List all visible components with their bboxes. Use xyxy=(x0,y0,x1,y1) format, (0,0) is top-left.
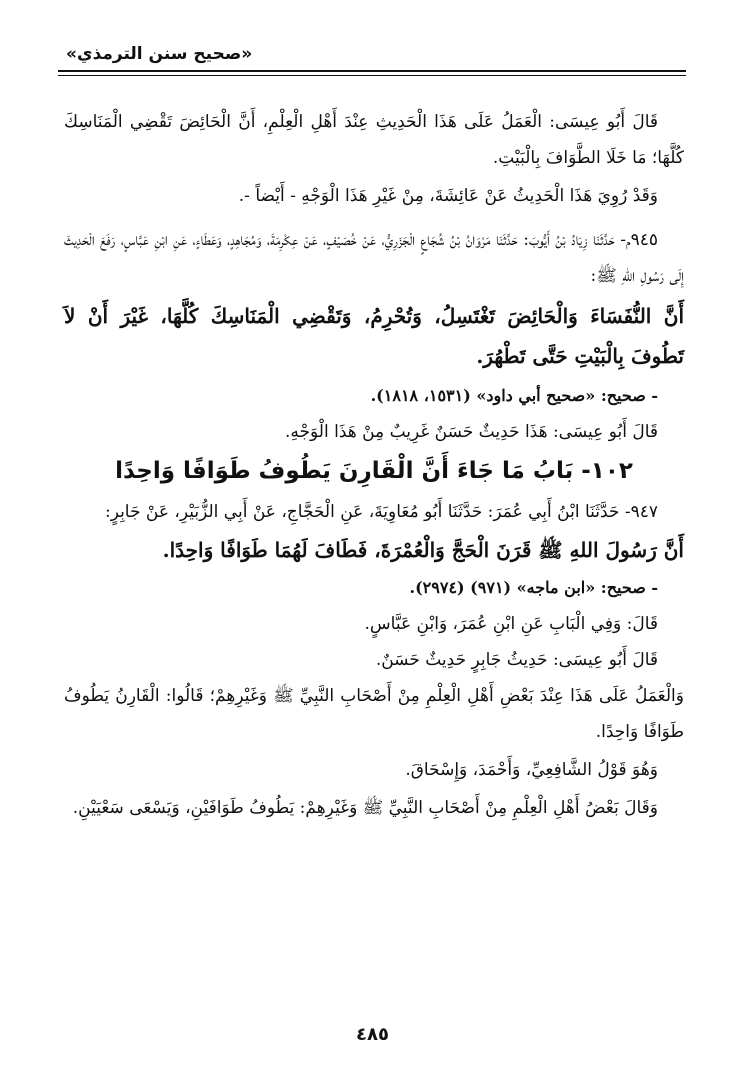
hadith-grade: - صحيح: «صحيح أبي داود» (١٥٣١، ١٨١٨). xyxy=(370,386,658,405)
header-rule-thin xyxy=(58,75,686,76)
chapter-heading: ١٠٢- بَابُ مَا جَاءَ أَنَّ الْقَارِنَ يَطُوفُ طَوَافًا وَاحِدًا xyxy=(115,458,633,484)
running-head: «صحيح سنن الترمذي» xyxy=(66,44,253,64)
hadith-grade: - صحيح: «ابن ماجه» (٩٧١) (٢٩٧٤). xyxy=(409,578,658,597)
commentary-paragraph: وَقَالَ بَعْضُ أَهْلِ الْعِلْمِ مِنْ أَصْحَابِ النَّبِيِّ ﷺ وَغَيْرِهِمْ: يَطُوفُ طَوَافَيْنِ، وَيَسْعَى سَعْيَيْنِ. xyxy=(72,798,658,818)
commentary-paragraph: وَالْعَمَلُ عَلَى هَذَا عِنْدَ بَعْضِ أَهْلِ الْعِلْمِ مِنْ أَصْحَابِ النَّبِيِّ ﷺ وَغَيْرِهِمْ؛ قَالُوا: الْقَارِنُ يَطُوفُ طَوَافًا وَاحِدًا. xyxy=(64,686,684,742)
commentary-paragraph: قَالَ أَبُو عِيسَى: الْعَمَلُ عَلَى هَذَا الْحَدِيثِ عِنْدَ أَهْلِ الْعِلْمِ، أَنَّ الْحَائِضَ تَقْضِي الْمَنَاسِكَ كُلَّهَا؛ مَا خَلَا الطَّوَافَ بِالْبَيْتِ. xyxy=(64,112,684,168)
hadith-isnad: ٩٤٥م- حَدَّثَنَا زِيَادُ بْنُ أَيُّوبَ: حَدَّثَنَا مَرْوَانُ بْنُ شُجَاعٍ الْجَزَرِيُّ، عَنْ خُصَيْفٍ، عَنْ عِكْرِمَةَ، وَمُجَاهِدٍ، وَعَطَاءٍ، عَنِ ابْنِ عَبَّاسٍ، رَفَعَ الْحَدِيثَ إِلَى رَسُولِ اللهِ ﷺ: xyxy=(64,230,684,286)
commentary-paragraph: قَالَ: وَفِي الْبَابِ عَنِ ابْنِ عُمَرَ، وَابْنِ عَبَّاسٍ. xyxy=(364,614,658,634)
page-number: ٤٨٥ xyxy=(356,1024,389,1045)
hadith-matn: أَنَّ رَسُولَ اللهِ ﷺ قَرَنَ الْحَجَّ وَالْعُمْرَةَ، فَطَافَ لَهُمَا طَوَافًا وَاحِدًا. xyxy=(162,538,684,562)
commentary-paragraph: وَقَدْ رُوِيَ هَذَا الْحَدِيثُ عَنْ عَائِشَةَ، مِنْ غَيْرِ هَذَا الْوَجْهِ - أَيْضاً -. xyxy=(238,186,658,206)
commentary-paragraph: قَالَ أَبُو عِيسَى: حَدِيثُ جَابِرٍ حَدِيثٌ حَسَنٌ. xyxy=(375,650,658,670)
commentary-paragraph: قَالَ أَبُو عِيسَى: هَذَا حَدِيثٌ حَسَنٌ غَرِيبٌ مِنْ هَذَا الْوَجْهِ. xyxy=(284,422,658,442)
commentary-paragraph: وَهُوَ قَوْلُ الشَّافِعِيِّ، وَأَحْمَدَ، وَإِسْحَاقَ. xyxy=(405,760,658,780)
hadith-matn: أَنَّ النُّفَسَاءَ وَالْحَائِضَ تَغْتَسِلُ، وَتُحْرِمُ، وَتَقْضِي الْمَنَاسِكَ كُلَّهَا، غَيْرَ أَنْ لاَ تَطُوفَ بِالْبَيْتِ حَتَّى تَطْهُرَ. xyxy=(64,304,684,368)
header-rule-thick xyxy=(58,70,686,72)
page-body xyxy=(64,104,684,826)
hadith-isnad: ٩٤٧- حَدَّثَنَا ابْنُ أَبِي عُمَرَ: حَدَّثَنَا أَبُو مُعَاوِيَةَ، عَنِ الْحَجَّاجِ، عَنْ أَبِي الزُّبَيْرِ، عَنْ جَابِرٍ: xyxy=(104,502,658,522)
